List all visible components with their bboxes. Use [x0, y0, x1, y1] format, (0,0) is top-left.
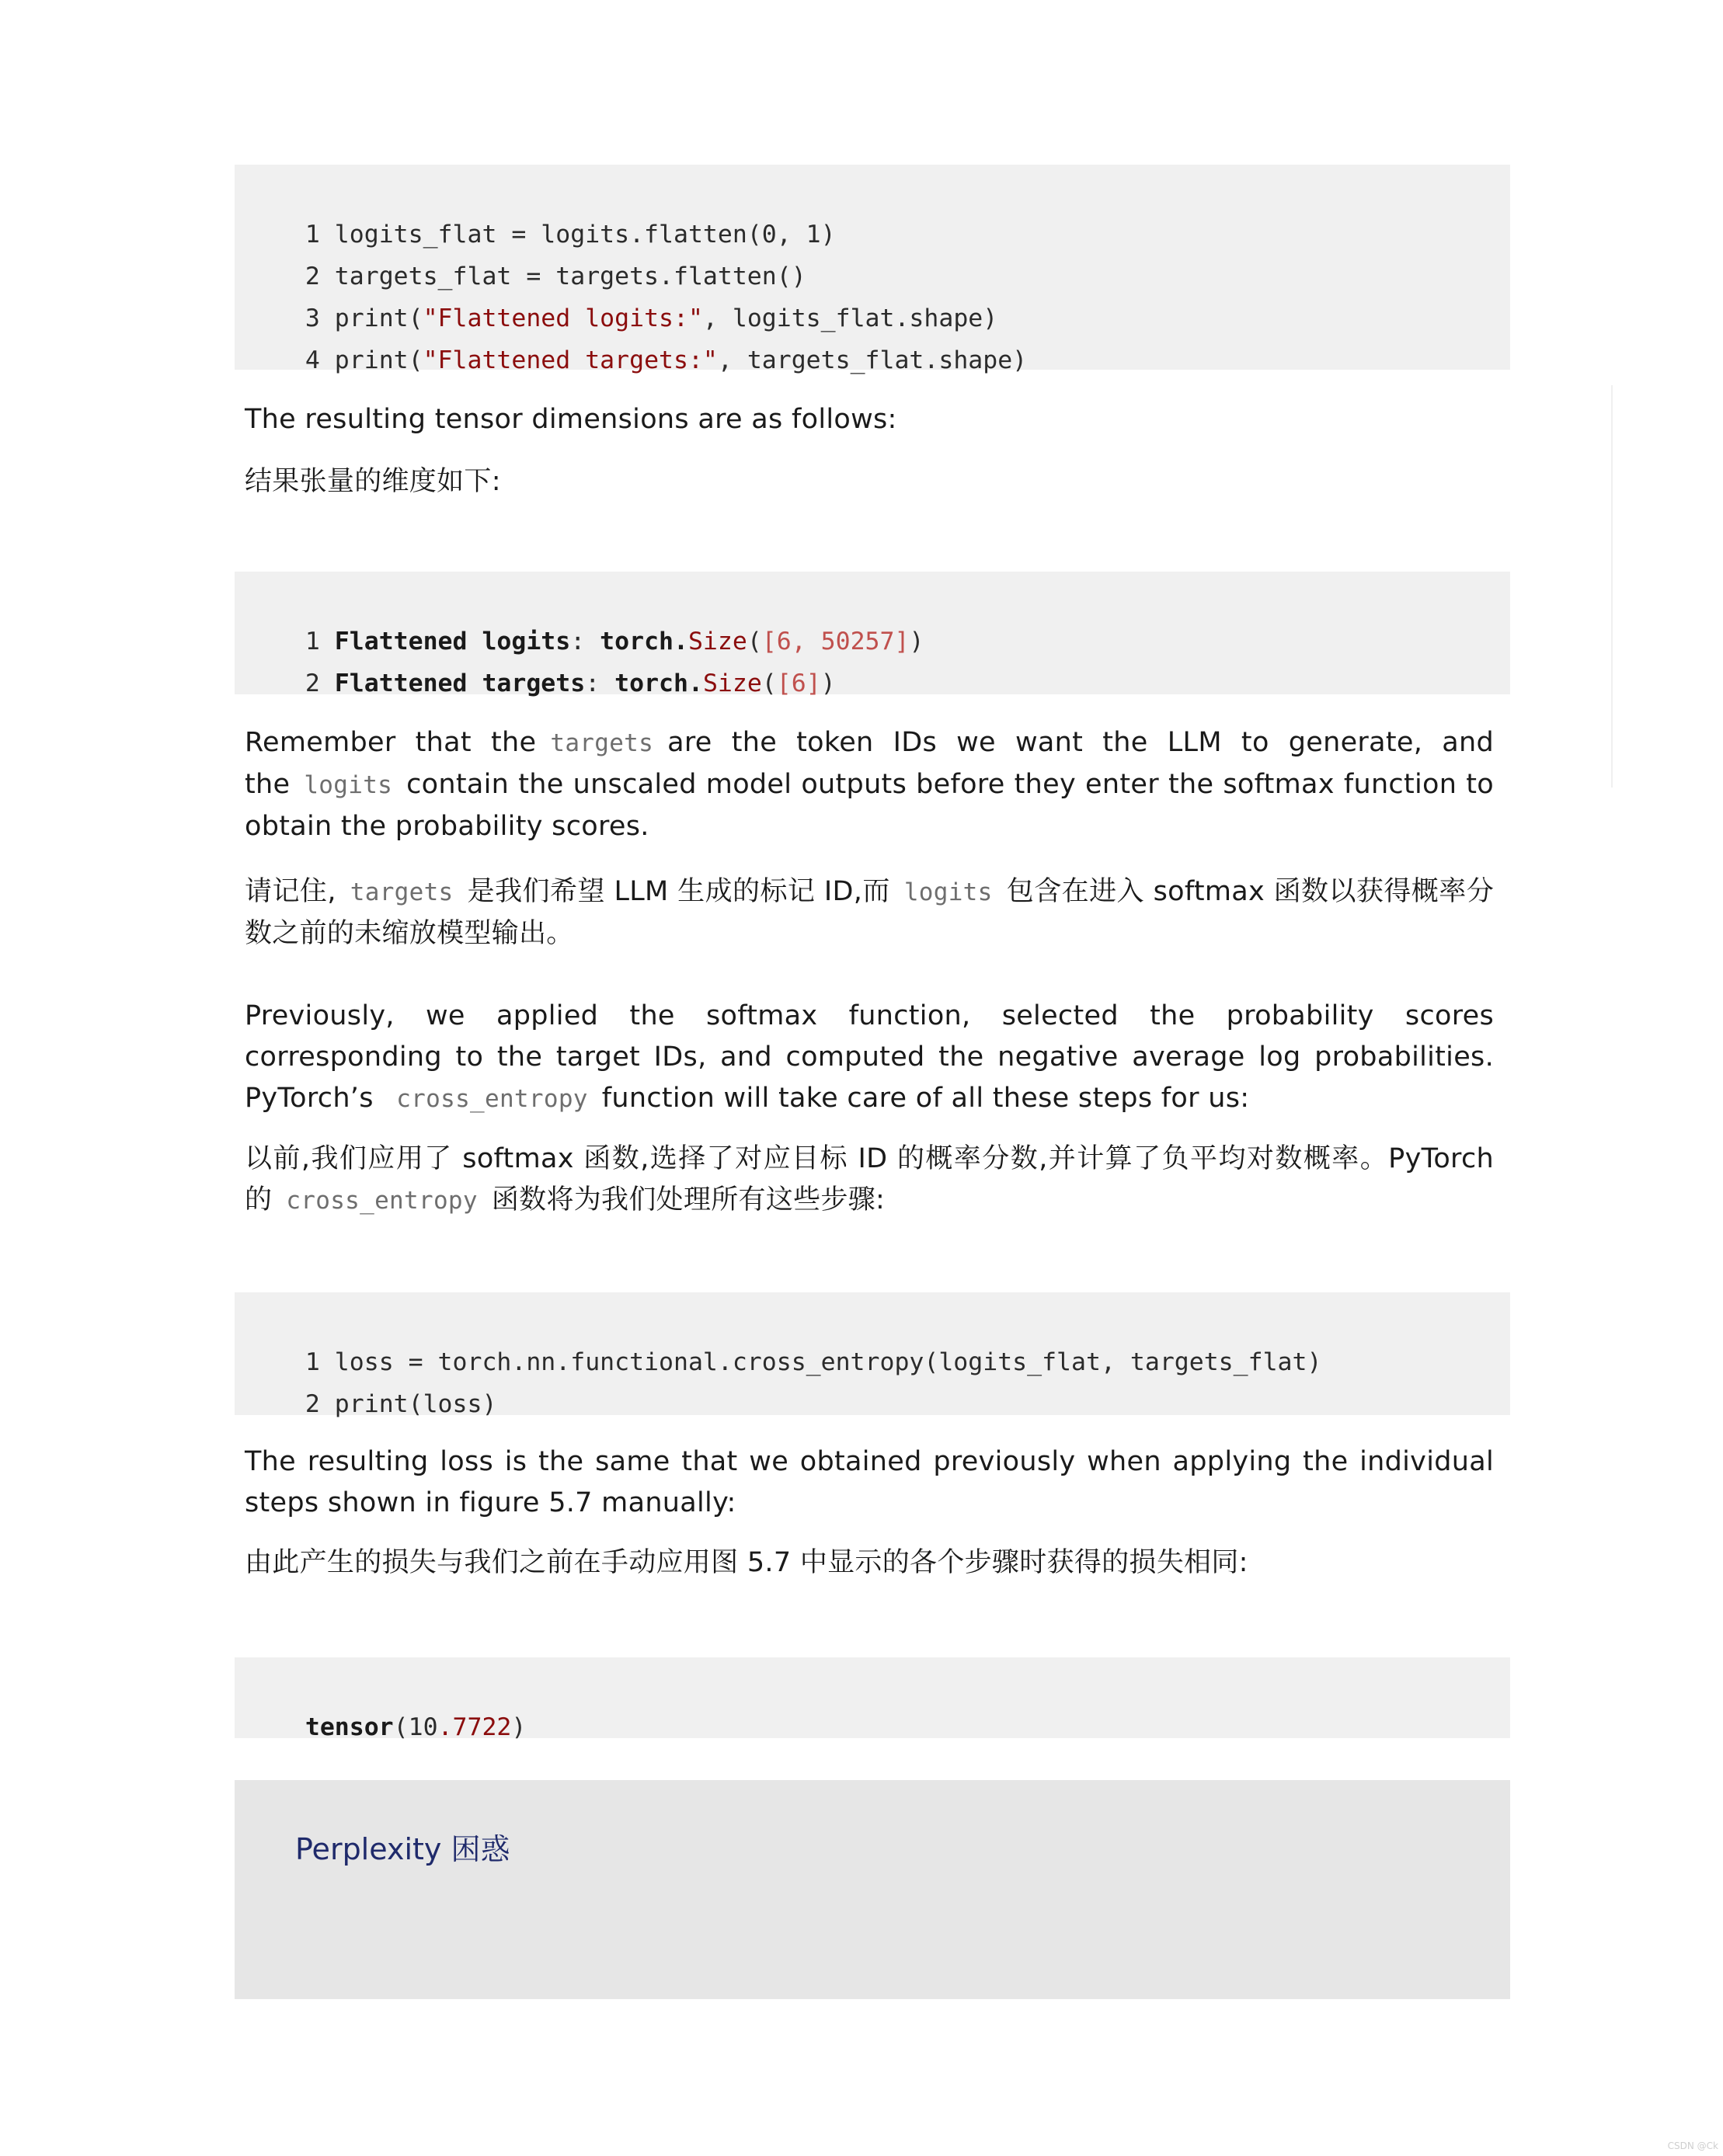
punct: :	[570, 628, 586, 655]
code-text: print(	[334, 304, 423, 332]
punct: (	[393, 1713, 409, 1741]
paragraph-cn: 由此产生的损失与我们之前在手动应用图 5.7 中显示的各个步骤时获得的损失相同:	[245, 1547, 1248, 1578]
code-line	[246, 1681, 526, 1774]
line-number: 1	[305, 628, 320, 655]
inline-code: targets	[350, 878, 454, 906]
code-text: targets_flat = targets.flatten()	[334, 263, 806, 290]
inline-code: logits	[304, 771, 393, 799]
text: are the token IDs we want the LLM to generate, and the	[245, 727, 1494, 800]
code-block-flatten	[235, 165, 1510, 374]
text: 是我们希望 LLM 生成的标记 ID,而	[467, 876, 890, 907]
paragraph-cn	[245, 871, 1494, 955]
inline-code: cross_entropy	[396, 1085, 588, 1113]
paragraph-en: The resulting tensor dimensions are as follows:	[245, 404, 897, 435]
punct: (	[761, 669, 777, 697]
text: 请记住,	[245, 876, 336, 907]
punct: :	[585, 669, 600, 697]
code-block-cross-entropy	[235, 1292, 1510, 1418]
code-text: , logits_flat.shape)	[702, 304, 998, 332]
code-text: print(loss)	[334, 1390, 497, 1418]
line-number: 1	[305, 1348, 320, 1376]
text: Remember that the	[245, 727, 537, 758]
scrollbar-track	[1611, 385, 1613, 788]
code-text: logits_flat = logits.flatten(0, 1)	[334, 221, 836, 249]
text: 函数将为我们处理所有这些步骤:	[491, 1184, 886, 1215]
output-label: Flattened logits	[334, 628, 571, 655]
code-text: , targets_flat.shape)	[717, 346, 1028, 374]
callout-title: Perplexity 困惑	[295, 1832, 510, 1866]
text: 以前,我们应用了 softmax 函数,选择了对应目标 ID 的概率分数,并计算了负平均对数概率。PyTorch 的	[245, 1143, 1494, 1215]
function-name: tensor	[305, 1713, 394, 1741]
inline-code: logits	[903, 878, 993, 906]
size-value: [6]	[776, 669, 821, 697]
output-label: Flattened targets	[334, 669, 586, 697]
text: contain the unscaled model outputs before they enter the softmax function to obtain the probability scores.	[245, 769, 1494, 842]
inline-code: cross_entropy	[286, 1187, 478, 1215]
line-number: 2	[305, 263, 320, 290]
punct: (	[747, 628, 762, 655]
module-name: torch	[614, 669, 688, 697]
punct: )	[511, 1713, 527, 1741]
code-line	[246, 1358, 496, 1451]
number-fraction: .7722	[437, 1713, 512, 1741]
punct: .	[674, 628, 688, 655]
line-number: 3	[305, 304, 320, 332]
paragraph-en	[245, 722, 1494, 847]
code-line	[246, 637, 836, 730]
punct: )	[820, 669, 836, 697]
paragraph-cn	[245, 1139, 1494, 1222]
code-block-loss-output	[235, 1657, 1510, 1741]
line-number: 2	[305, 669, 320, 697]
code-line	[246, 314, 1027, 407]
text: function will take care of all these steps for us:	[601, 1083, 1250, 1114]
watermark: CSDN @Ck	[1667, 2140, 1718, 2151]
punct: .	[687, 669, 703, 697]
code-block-output-shapes	[235, 572, 1510, 697]
code-text: print(	[334, 346, 423, 374]
line-number: 2	[305, 1390, 320, 1418]
class-name: Size	[687, 628, 747, 655]
line-number: 1	[305, 221, 320, 249]
class-name: Size	[702, 669, 762, 697]
callout-box	[235, 1780, 1510, 1999]
string-literal: "Flattened logits:"	[423, 304, 703, 332]
module-name: torch	[600, 628, 674, 655]
paragraph-cn: 结果张量的维度如下:	[245, 466, 501, 497]
string-literal: "Flattened targets:"	[423, 346, 718, 374]
code-text: loss = torch.nn.functional.cross_entropy(logits_flat, targets_flat)	[334, 1348, 1322, 1376]
inline-code: targets	[550, 729, 654, 757]
line-number: 4	[305, 346, 320, 374]
paragraph-en	[245, 996, 1494, 1120]
text: Previously, we applied the softmax function, selected the probability scores corresponding to the target IDs, and computed the negative average log probabilities. PyTorch’s	[245, 1000, 1494, 1114]
paragraph-en: The resulting loss is the same that we obtained previously when applying the individual steps shown in figure 5.7 manually:	[245, 1446, 1494, 1518]
punct: )	[909, 628, 924, 655]
size-value: [6, 50257]	[761, 628, 910, 655]
text: 包含在进入 softmax 函数以获得概率分数之前的未缩放模型输出。	[245, 876, 1494, 949]
number: 10	[408, 1713, 438, 1741]
